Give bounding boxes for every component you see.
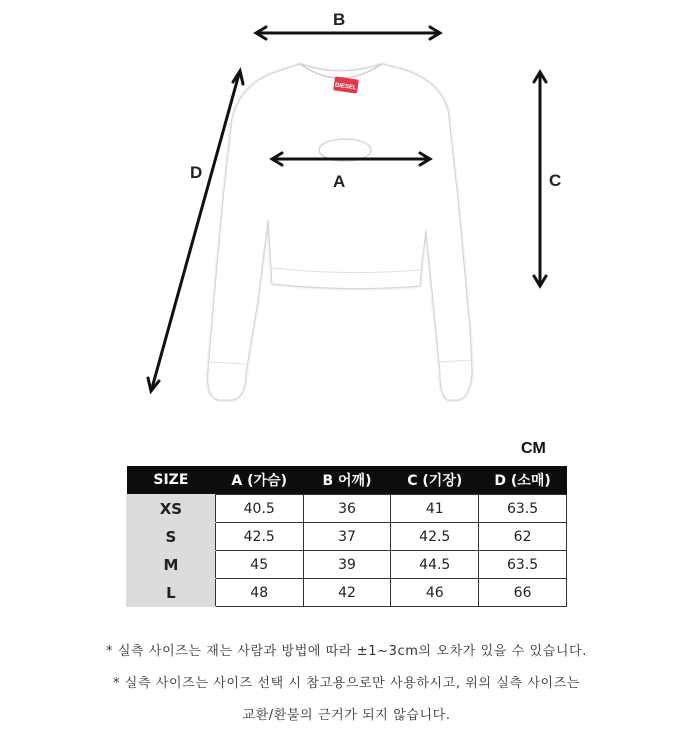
sweatshirt-drawing	[208, 64, 472, 400]
table-row	[127, 579, 567, 607]
table-header-row	[127, 466, 567, 495]
value-cell-b: 39	[303, 551, 391, 579]
dimension-label-c: C	[549, 171, 562, 190]
value-cell-b: 37	[303, 523, 391, 551]
value-cell-c: 46	[391, 579, 479, 607]
table-row	[127, 523, 567, 551]
unit-label: CM	[521, 440, 546, 457]
brand-tag-text: DIESEL	[334, 82, 357, 92]
note-line: 교환/환불의 근거가 되지 않습니다.	[242, 708, 451, 723]
value-cell-a: 40.5	[215, 495, 303, 523]
value-cell-d: 62	[479, 523, 567, 551]
value-cell-d: 63.5	[479, 551, 567, 579]
dimension-label-d: D	[190, 163, 203, 182]
header-b-shoulder: B 어깨)	[303, 466, 391, 495]
size-cell: XS	[127, 495, 216, 523]
header-a-chest: A (가슴)	[215, 466, 303, 495]
table-row	[127, 551, 567, 579]
size-cell: L	[127, 579, 216, 607]
value-cell-d: 66	[479, 579, 567, 607]
dimension-label-a: A	[333, 172, 346, 191]
value-cell-b: 42	[303, 579, 391, 607]
value-cell-c: 41	[391, 495, 479, 523]
header-c-length: C (기장)	[391, 466, 479, 495]
value-cell-a: 48	[215, 579, 303, 607]
size-cell: M	[127, 551, 216, 579]
note-line: * 실측 사이즈는 재는 사람과 방법에 따라 ±1~3cm의 오차가 있을 수 있습니다.	[106, 644, 587, 659]
value-cell-b: 36	[303, 495, 391, 523]
value-cell-a: 45	[215, 551, 303, 579]
header-size: SIZE	[127, 466, 216, 495]
value-cell-c: 42.5	[391, 523, 479, 551]
size-cell: S	[127, 523, 216, 551]
header-d-sleeve: D (소매)	[479, 466, 567, 495]
arrow-c	[534, 72, 546, 286]
value-cell-d: 63.5	[479, 495, 567, 523]
value-cell-c: 44.5	[391, 551, 479, 579]
note-line: * 실측 사이즈는 사이즈 선택 시 참고용으로만 사용하시고, 위의 실측 사이즈는	[112, 676, 581, 691]
value-cell-a: 42.5	[215, 523, 303, 551]
measurement-notes	[0, 636, 693, 732]
table-row	[127, 495, 567, 523]
dimension-label-b: B	[333, 10, 346, 29]
arrow-b	[256, 27, 440, 39]
size-chart-table	[126, 466, 567, 607]
